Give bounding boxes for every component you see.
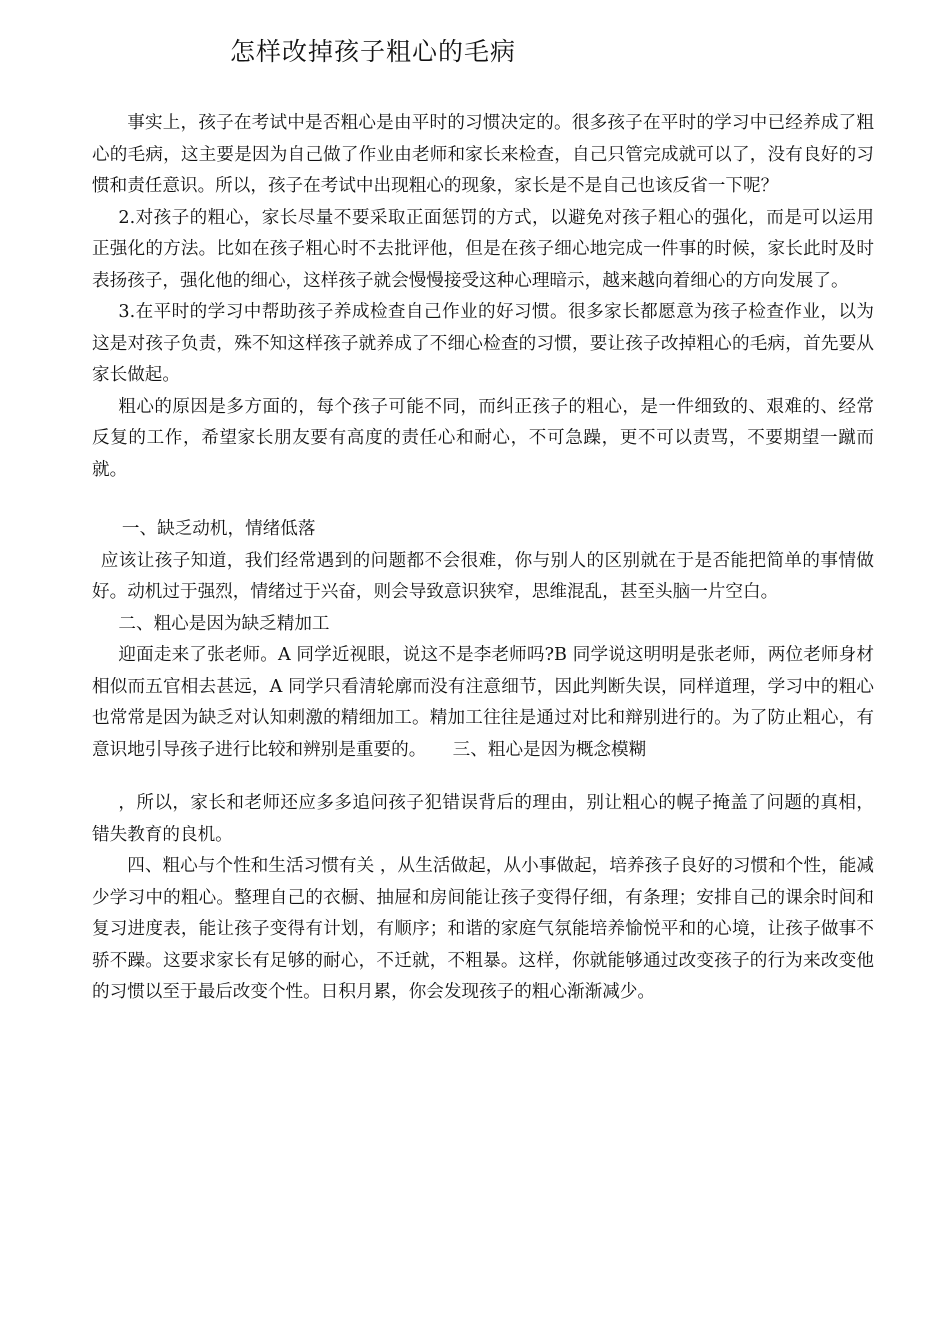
paragraph-point-3: 3.在平时的学习中帮助孩子养成检查自己作业的好习惯。很多家长都愿意为孩子检查作业，以为这是对孩子负责，殊不知这样孩子就养成了不细心检查的习惯，要让孩子改掉粗心的毛病，首先要从家长做起。 <box>92 302 874 385</box>
spacer <box>92 766 874 788</box>
paragraph-motivation: 应该让孩子知道，我们经常遇到的问题都不会很难，你与别人的区别就在于是否能把简单的事情做好。动机过于强烈，情绪过于兴奋，则会导致意识狭窄，思维混乱，甚至头脑一片空白。 <box>92 550 874 602</box>
section-heading-1: 一、缺乏动机，情绪低落 <box>121 519 316 539</box>
paragraph-summary: 粗心的原因是多方面的，每个孩子可能不同，而纠正孩子的粗心，是一件细致的、艰难的、经常反复的工作，希望家长朋友要有高度的责任心和耐心，不可急躁，更不可以责骂，不要期望一蹴而就。 <box>92 396 874 480</box>
document-title: 怎样改掉孩子粗心的毛病 <box>229 37 516 66</box>
paragraph-concept: ，所以，家长和老师还应多多追问孩子犯错误背后的理由，别让粗心的幌子掩盖了问题的真相，错失教育的良机。 <box>92 793 874 845</box>
paragraph-point-2: 2.对孩子的粗心，家长尽量不要采取正面惩罚的方式，以避免对孩子粗心的强化，而是可以运用正强化的方法。比如在孩子粗心时不去批评他，但是在孩子细心地完成一件事的时候，家长此时及时表扬孩子，强化他的细心，这样孩子就会慢慢接受这种心理暗示，越来越向着细心的方向发展了。 <box>92 207 874 291</box>
section-heading-2: 二、粗心是因为缺乏精加工 <box>118 613 330 634</box>
paragraph-intro: 事实上，孩子在考试中是否粗心是由平时的习惯决定的。很多孩子在平时的学习中已经养成了粗心的毛病，这主要是因为自己做了作业由老师和家长来检查，自己只管完成就可以了，没有良好的习惯和责任意识。所以，孩子在考试中出现粗心的现象，家长是不是自己也该反省一下呢？ <box>92 113 874 196</box>
paragraph-elaboration: 迎面走来了张老师。A 同学近视眼，说这不是李老师吗?B 同学说这明明是张老师，两位老师身材相似而五官相去甚远，A 同学只看清轮廓而没有注意细节，因此判断失误，同样道理，学习中的粗心也常常是因为缺乏对认知刺激的精细加工。精加工往往是通过对比和辩别进行的。为了防止粗心，有意识地引导孩子进行比较和辨别是重要的。 三、粗心是因为概念模糊 <box>92 645 874 760</box>
document-body <box>92 108 874 1009</box>
spacer <box>92 486 874 514</box>
paragraph-habits: 四、粗心与个性和生活习惯有关 ，从生活做起，从小事做起，培养孩子良好的习惯和个性，能减少学习中的粗心。整理自己的衣橱、抽屉和房间能让孩子变得仔细，有条理；安排自己的课余时间和复习进度表，能让孩子变得有计划，有顺序；和谐的家庭气氛能培养愉悦平和的心境，让孩子做事不骄不躁。这要求家长有足够的耐心，不迁就，不粗暴。这样，你就能够通过改变孩子的行为来改变他的习惯以至于最后改变个性。日积月累，你会发现孩子的粗心渐渐减少。 <box>92 856 874 1002</box>
